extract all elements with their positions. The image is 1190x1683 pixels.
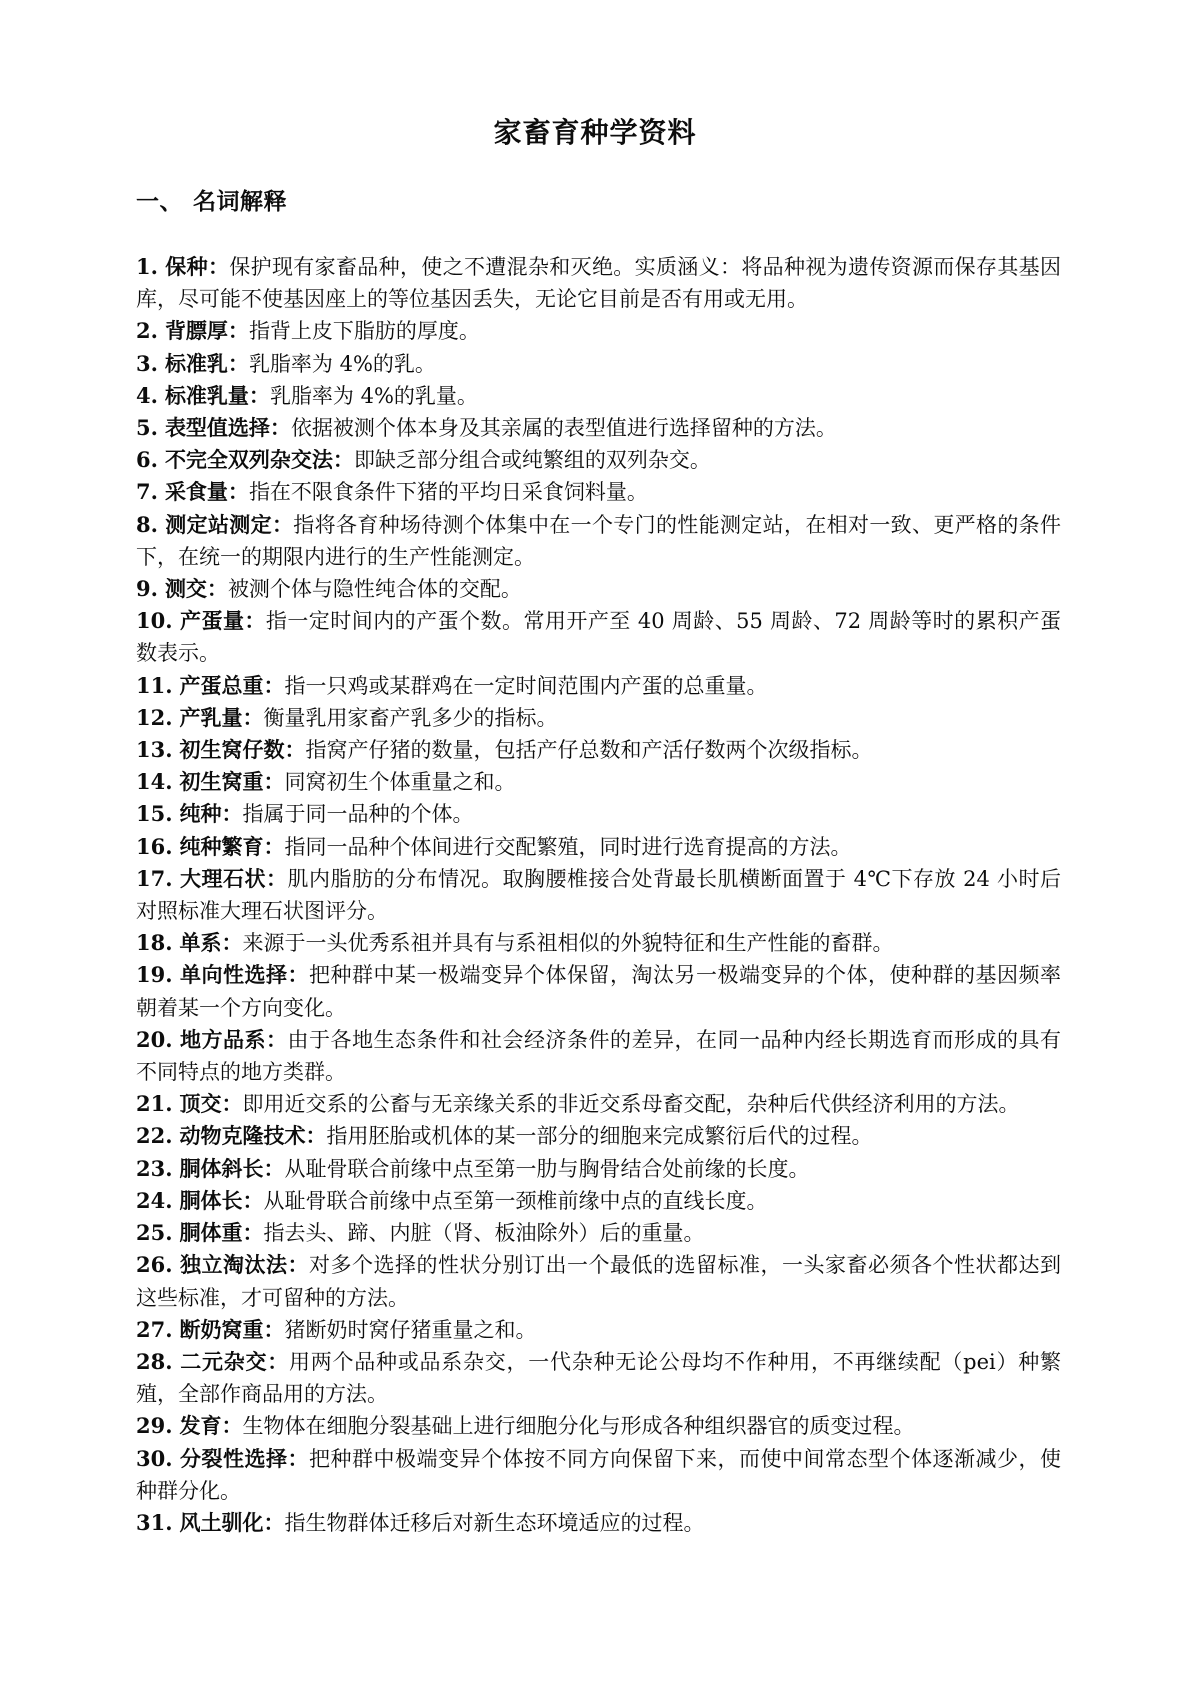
glossary-entry <box>136 1153 1061 1185</box>
term-name: 纯种： <box>179 801 243 827</box>
glossary-entry <box>136 1410 1061 1442</box>
term-definition: 从耻骨联合前缘中点至第一颈椎前缘中点的直线长度。 <box>263 1188 768 1213</box>
glossary-entry <box>136 509 1061 573</box>
term-definition: 衡量乳用家畜产乳多少的指标。 <box>263 705 558 730</box>
glossary-entry <box>136 251 1061 315</box>
glossary-entry <box>136 863 1061 927</box>
term-definition: 即缺乏部分组合或纯繁组的双列杂交。 <box>353 448 711 473</box>
term-definition: 指将各育种场待测个体集中在一个专门的性能测定站，在相对一致、更严格的条件下，在统一的期限内进行的生产性能测定。 <box>136 512 1061 569</box>
section-heading <box>136 187 1190 217</box>
glossary-entry <box>136 734 1061 766</box>
term-number: 1. <box>136 254 158 279</box>
term-name: 初生窝仔数： <box>179 737 306 763</box>
term-number: 23. <box>136 1155 173 1181</box>
term-name: 采食量： <box>164 479 249 505</box>
term-number: 17. <box>136 865 173 891</box>
term-name: 顶交： <box>179 1091 243 1117</box>
glossary-entry <box>136 959 1061 1023</box>
term-number: 7. <box>136 479 158 505</box>
term-definition: 对多个选择的性状分别订出一个最低的选留标准，一头家畜必须各个性状都达到这些标准，才可留种的方法。 <box>136 1253 1062 1310</box>
term-name: 初生窝重： <box>179 769 285 795</box>
term-definition: 从耻骨联合前缘中点至第一肋与胸骨结合处前缘的长度。 <box>284 1156 810 1181</box>
term-definition: 指同一品种个体间进行交配繁殖，同时进行选育提高的方法。 <box>284 834 852 859</box>
term-definition: 同窝初生个体重量之和。 <box>284 770 516 795</box>
term-definition: 指在不限食条件下猪的平均日采食饲料量。 <box>248 480 648 505</box>
term-name: 标准乳量： <box>164 382 270 408</box>
term-name: 测定站测定： <box>164 511 294 537</box>
term-name: 不完全双列杂交法： <box>164 447 354 473</box>
term-name: 胴体重： <box>179 1220 264 1246</box>
term-number: 4. <box>136 382 158 408</box>
term-name: 表型值选择： <box>164 415 291 441</box>
term-number: 16. <box>136 833 173 859</box>
term-number: 26. <box>136 1252 173 1278</box>
term-definition: 指一只鸡或某群鸡在一定时间范围内产蛋的总重量。 <box>284 673 768 698</box>
term-number: 10. <box>136 608 173 634</box>
glossary-entry <box>136 1024 1061 1088</box>
term-number: 28. <box>136 1348 173 1374</box>
glossary-entry <box>136 412 1061 444</box>
glossary-entry <box>136 766 1061 798</box>
glossary-entry <box>136 315 1061 347</box>
term-name: 单系： <box>179 930 243 956</box>
term-number: 24. <box>136 1187 173 1213</box>
term-name: 测交： <box>164 576 228 602</box>
term-number: 31. <box>136 1509 173 1535</box>
term-name: 保种： <box>164 254 230 279</box>
term-number: 19. <box>136 962 173 988</box>
term-definition: 来源于一头优秀系祖并具有与系祖相似的外貌特征和生产性能的畜群。 <box>242 931 894 956</box>
term-number: 15. <box>136 801 173 827</box>
term-number: 2. <box>136 318 158 344</box>
term-name: 背膘厚： <box>164 318 249 344</box>
term-definition: 用两个品种或品系杂交，一代杂种无论公母均不作种用，不再继续配（pei）种繁殖，全部作商品用的方法。 <box>136 1349 1061 1407</box>
glossary-entry <box>136 1120 1061 1152</box>
term-name: 产蛋量： <box>179 608 266 634</box>
term-definition: 依据被测个体本身及其亲属的表型值进行选择留种的方法。 <box>290 416 837 441</box>
term-number: 25. <box>136 1220 173 1246</box>
term-name: 分裂性选择： <box>179 1445 310 1471</box>
term-definition: 肌内脂肪的分布情况。取胸腰椎接合处背最长肌横断面置于 4℃下存放 24 小时后对照标准大理石状图评分。 <box>136 866 1061 924</box>
term-number: 14. <box>136 769 173 795</box>
glossary-entry <box>136 831 1061 863</box>
glossary-entry <box>136 1507 1061 1539</box>
term-name: 产乳量： <box>179 704 264 730</box>
term-name: 纯种繁育： <box>179 833 285 859</box>
glossary-entry <box>136 573 1061 605</box>
term-number: 20. <box>136 1026 173 1052</box>
term-number: 18. <box>136 930 173 956</box>
term-number: 11. <box>136 672 173 698</box>
term-number: 8. <box>136 511 158 537</box>
term-name: 动物克隆技术： <box>179 1123 327 1149</box>
term-name: 标准乳： <box>164 350 249 376</box>
glossary-entry <box>136 1443 1061 1507</box>
glossary-term-list <box>136 251 1061 1539</box>
term-number: 3. <box>136 350 158 376</box>
glossary-entry <box>136 1217 1061 1249</box>
glossary-entry <box>136 380 1061 412</box>
term-name: 产蛋总重： <box>179 672 285 698</box>
term-definition: 乳脂率为 4%的乳量。 <box>269 383 478 408</box>
term-definition: 指用胚胎或机体的某一部分的细胞来完成繁衍后代的过程。 <box>326 1124 873 1149</box>
page-title: 家畜育种学资料 <box>493 116 697 149</box>
term-number: 30. <box>136 1445 173 1471</box>
glossary-entry <box>136 1249 1061 1313</box>
glossary-entry <box>136 1088 1061 1120</box>
term-number: 21. <box>136 1091 173 1117</box>
term-name: 地方品系： <box>179 1026 288 1052</box>
glossary-entry <box>136 1314 1061 1346</box>
term-name: 独立淘汰法： <box>179 1252 310 1278</box>
term-definition: 指属于同一品种的个体。 <box>242 802 474 827</box>
glossary-entry <box>136 1185 1061 1217</box>
term-definition: 指一定时间内的产蛋个数。常用开产至 40 周龄、55 周龄、72 周龄等时的累积产蛋数表示。 <box>136 609 1061 666</box>
term-name: 风土驯化： <box>179 1509 285 1535</box>
term-number: 5. <box>136 415 158 441</box>
term-definition: 生物体在细胞分裂基础上进行细胞分化与形成各种组织器官的质变过程。 <box>242 1414 915 1439</box>
term-name: 胴体斜长： <box>179 1155 285 1181</box>
term-number: 22. <box>136 1123 173 1149</box>
section-label: 名词解释 <box>193 188 287 215</box>
term-number: 6. <box>136 447 158 473</box>
glossary-entry <box>136 605 1061 669</box>
term-definition: 猪断奶时窝仔猪重量之和。 <box>284 1317 537 1342</box>
term-number: 13. <box>136 737 173 763</box>
term-number: 9. <box>136 576 158 602</box>
term-number: 29. <box>136 1413 173 1439</box>
term-definition: 把种群中极端变异个体按不同方向保留下来，而使中间常态型个体逐渐减少，使种群分化。 <box>136 1446 1062 1503</box>
glossary-entry <box>136 348 1061 380</box>
glossary-entry <box>136 927 1061 959</box>
glossary-entry <box>136 798 1061 830</box>
term-name: 断奶窝重： <box>179 1316 285 1342</box>
term-name: 单向性选择： <box>179 962 310 988</box>
term-definition: 被测个体与隐性纯合体的交配。 <box>227 577 522 602</box>
term-definition: 指去头、蹄、内脏（肾、板油除外）后的重量。 <box>263 1221 705 1246</box>
term-definition: 把种群中某一极端变异个体保留，淘汰另一极端变异的个体，使种群的基因频率朝着某一个方向变化。 <box>136 963 1062 1020</box>
glossary-entry <box>136 670 1061 702</box>
term-name: 二元杂交： <box>179 1348 290 1374</box>
glossary-entry <box>136 1346 1061 1410</box>
term-definition: 乳脂率为 4%的乳。 <box>248 351 436 376</box>
term-number: 27. <box>136 1316 173 1342</box>
glossary-entry <box>136 476 1061 508</box>
term-definition: 保护现有家畜品种，使之不遭混杂和灭绝。实质涵义：将品种视为遗传资源而保存其基因库，尽可能不使基因座上的等位基因丢失，无论它目前是否有用或无用。 <box>136 255 1062 312</box>
section-number: 一、 <box>136 188 183 215</box>
term-name: 发育： <box>179 1413 243 1439</box>
term-definition: 指生物群体迁移后对新生态环境适应的过程。 <box>284 1510 705 1535</box>
term-number: 12. <box>136 704 173 730</box>
term-definition: 即用近交系的公畜与无亲缘关系的非近交系母畜交配，杂种后代供经济利用的方法。 <box>242 1092 1020 1117</box>
glossary-entry <box>136 702 1061 734</box>
term-definition: 指窝产仔猪的数量，包括产仔总数和产活仔数两个次级指标。 <box>305 738 873 763</box>
term-name: 胴体长： <box>179 1187 264 1213</box>
term-definition: 由于各地生态条件和社会经济条件的差异，在同一品种内经长期选育而形成的具有不同特点的地方类群。 <box>136 1027 1062 1085</box>
glossary-entry <box>136 444 1061 476</box>
term-definition: 指背上皮下脂肪的厚度。 <box>248 319 480 344</box>
term-name: 大理石状： <box>179 865 288 891</box>
